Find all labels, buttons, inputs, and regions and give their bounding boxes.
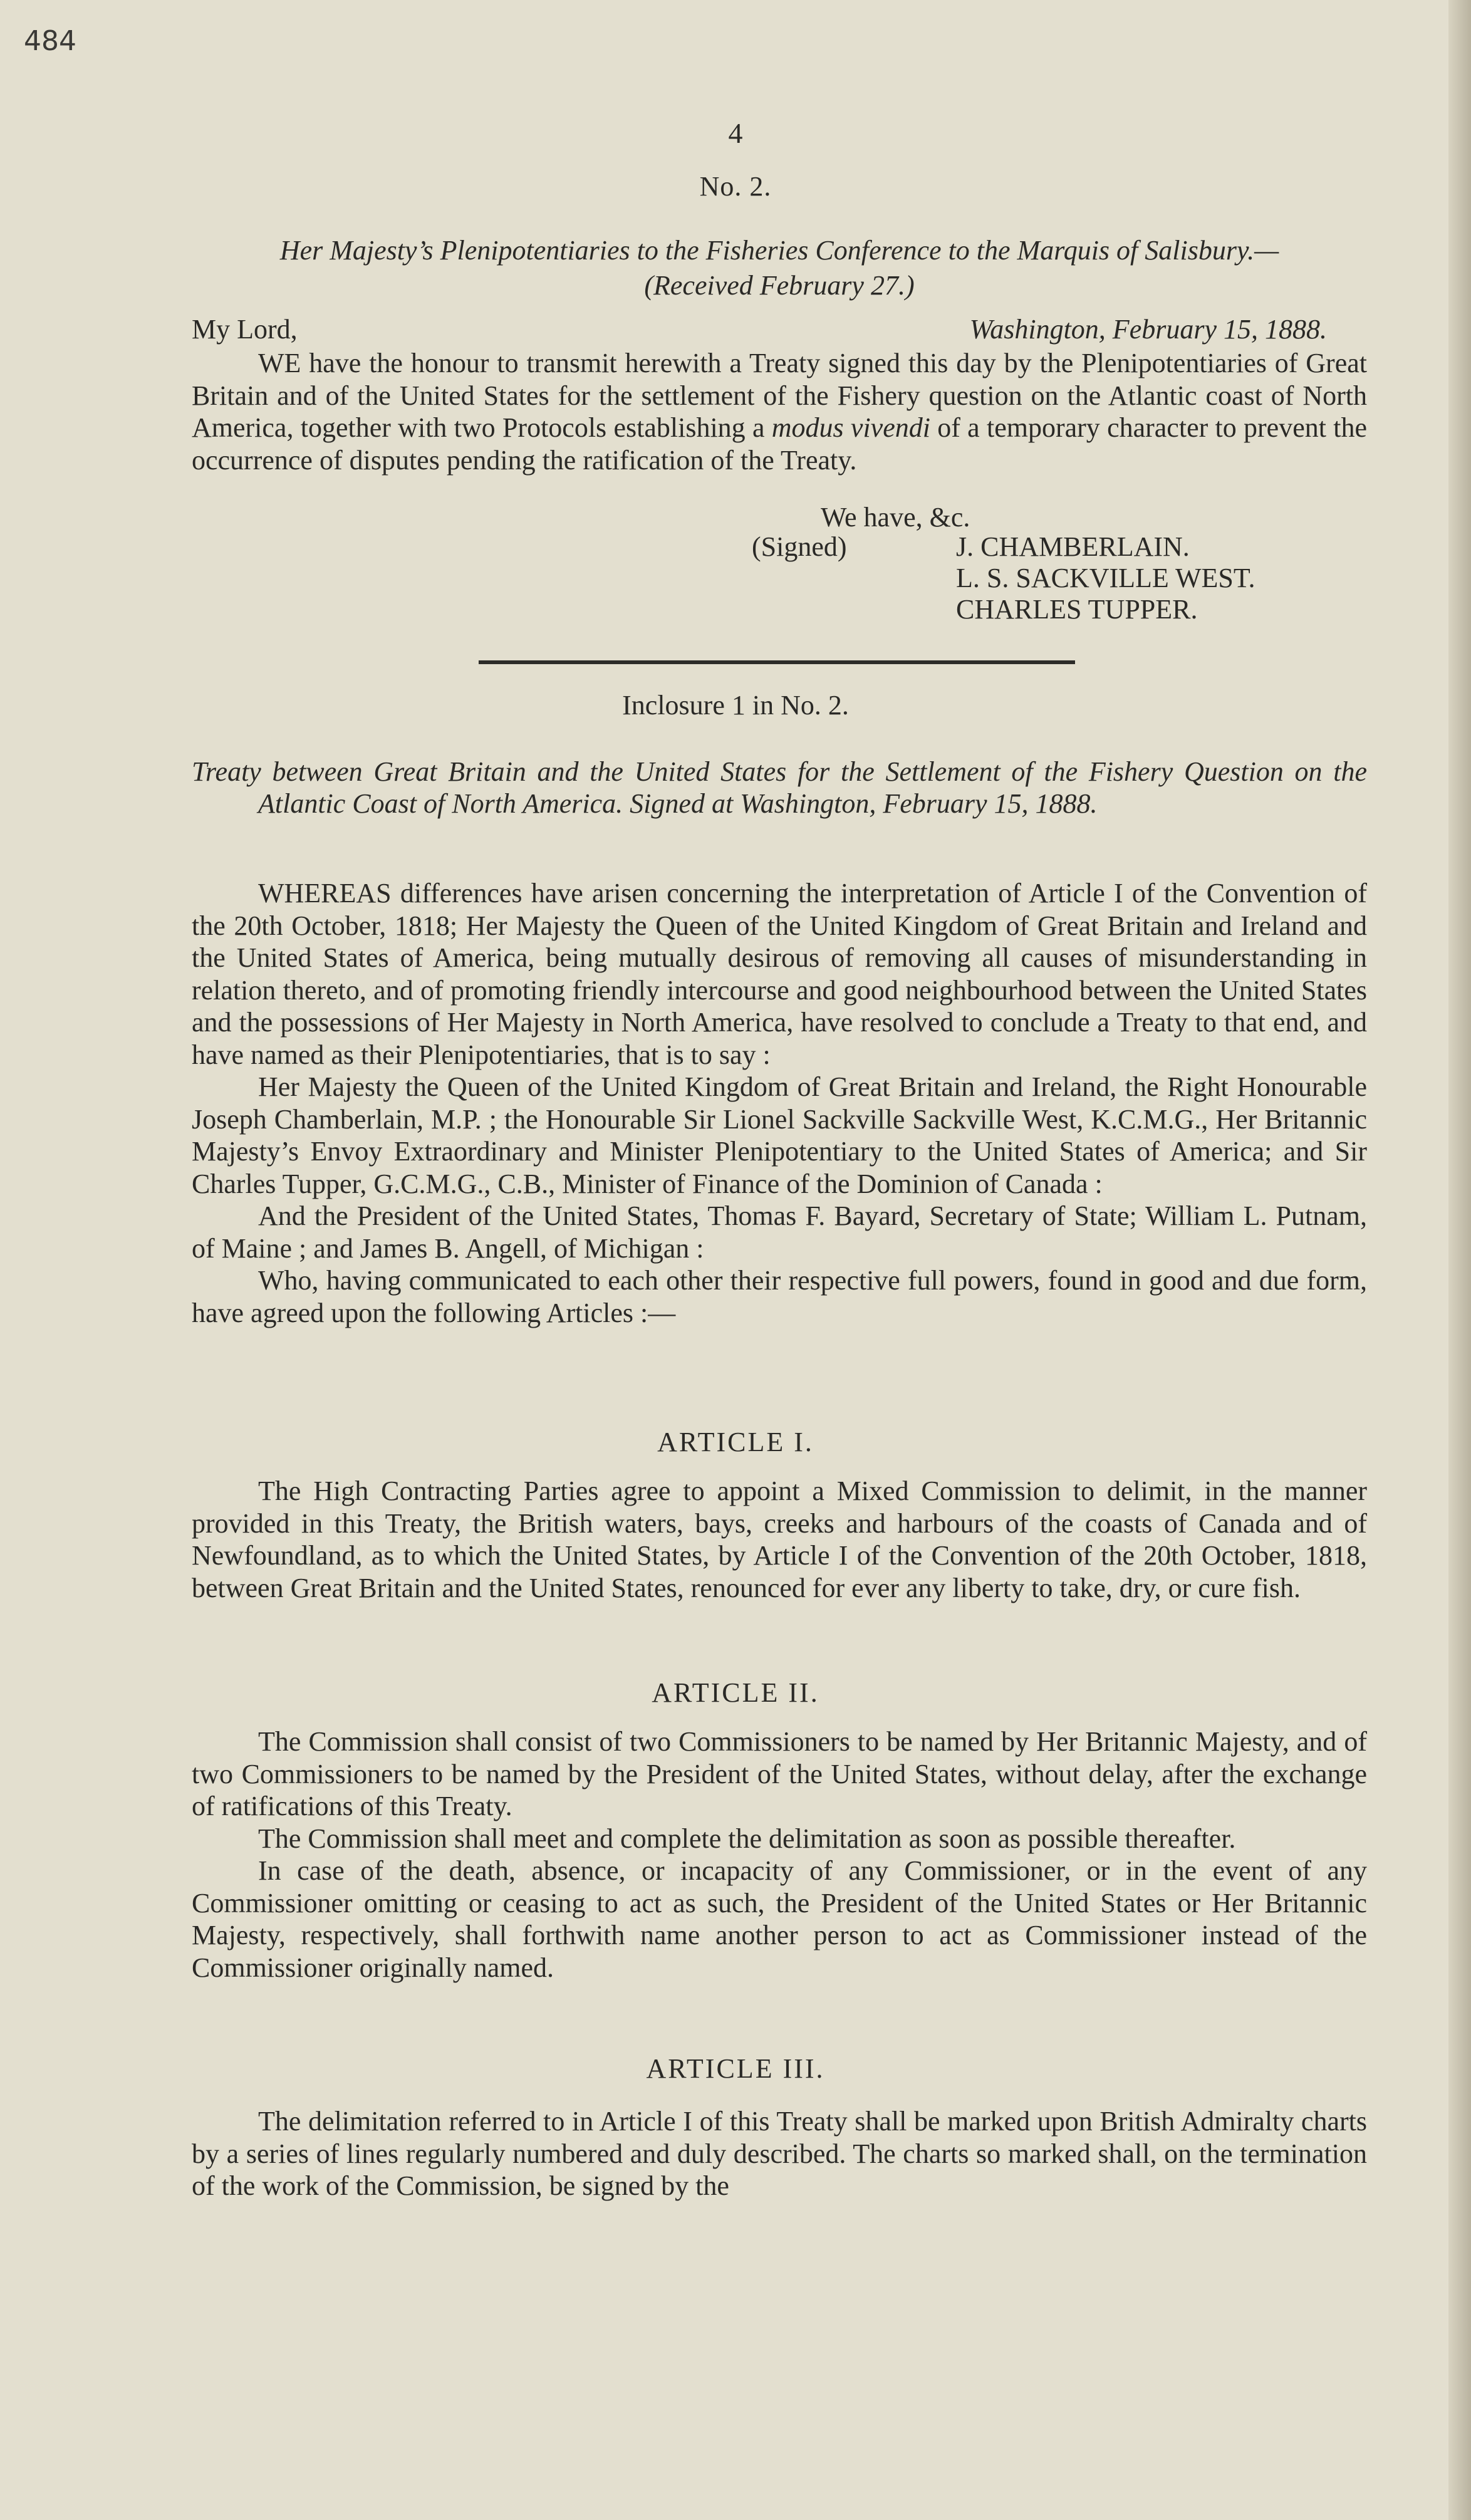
article-3-paragraph: The delimitation referred to in Article I of this Treaty shall be marked upon British Admiralty charts by a series of lines regularly numbered and duly described. The charts so marked shall, on the termination of the work of the Commission, be signed by the [192, 2106, 1367, 2201]
treaty-title: Treaty between Great Britain and the United States for the Settlement of the Fishery Question on the Atlantic Coast of North America. Signed at Washington, February 15, 1888. [192, 756, 1367, 819]
heading-line-1: Her Majesty’s Plenipotentiaries to the Fisheries Conference to the Marquis of Salisbury.— [279, 235, 1279, 266]
folio-number: 4 [728, 117, 743, 149]
letter-heading [192, 233, 1367, 303]
signatory-chamberlain: J. CHAMBERLAIN. [956, 531, 1190, 562]
article-2-paragraph: In case of the death, absence, or incapacity of any Commissioner, or in the event of any Commissioner omitting or ceasing to act as such, the President of the United States or Her Britannic Majesty, respectively, shall forthwith name another person to act as Commissioner instead of the Commissioner originally named. [192, 1855, 1367, 1983]
inclosure-label: Inclosure 1 in No. 2. [622, 690, 849, 721]
signatory-tupper: CHARLES TUPPER. [956, 594, 1198, 625]
letter-body: WE have the honour to transmit herewith a Treaty signed this day by the Plenipotentiaries of Great Britain and of the United States for the settlement of the Fishery question on the Atlantic coast of North America, together with two Protocols establishing a modus vivendi of a temporary character to prevent the occurrence of disputes pending the ratification of the Treaty. [192, 348, 1367, 476]
signatory-list [956, 531, 1255, 625]
page-number: 484 [24, 25, 76, 57]
article-1-title: ARTICLE I. [657, 1427, 814, 1457]
article-1-paragraph: The High Contracting Parties agree to appoint a Mixed Commission to delimit, in the manner provided in this Treaty, the British waters, bays, creeks and harbours of the coasts of Canada and of Newfoundland, as to which the United States, by Article I of the Convention of the 20th October, 1818, between Great Britain and the United States, renounced for ever any liberty to take, dry, or cure fish. [192, 1476, 1367, 1603]
signatory-west: L. S. SACKVILLE WEST. [956, 563, 1255, 593]
document-number: No. 2. [699, 171, 772, 202]
section-divider [479, 660, 1075, 664]
article-2-paragraph: The Commission shall meet and complete the delimitation as soon as possible thereafter. [258, 1823, 1236, 1854]
signed-label: (Signed) [752, 531, 847, 562]
preamble-paragraph: Her Majesty the Queen of the United Kingdom of Great Britain and Ireland, the Right Honourable Joseph Chamberlain, M.P. ; the Honourable Sir Lionel Sackville Sackville West, K.C.M.G., Her Britannic Majesty’s Envoy Extraordinary and Minister Plenipotentiary to the United States of America; and Sir Charles Tupper, G.C.M.G., C.B., Minister of Finance of the Dominion of Canada : [192, 1071, 1367, 1199]
salutation: My Lord, [192, 314, 298, 345]
preamble-paragraph: Who, having communicated to each other their respective full powers, found in good and due form, have agreed upon the following Articles :— [192, 1265, 1367, 1328]
article-2-paragraph: The Commission shall consist of two Commissioners to be named by Her Britannic Majesty, and of two Commissioners to be named by the President of the United States, without delay, after the exchange of ratifications of this Treaty. [192, 1726, 1367, 1821]
preamble-paragraph: WHEREAS differences have arisen concerning the interpretation of Article I of the Convention of the 20th October, 1818; Her Majesty the Queen of the United Kingdom of Great Britain and Ireland and the United States of America, being mutually desirous of removing all causes of misunderstanding in relation thereto, and of promoting friendly intercourse and good neighbourhood between the United States and the possessions of Her Majesty in North America, have resolved to conclude a Treaty to that end, and have named as their Plenipotentiaries, that is to say : [192, 878, 1367, 1070]
article-1-body [192, 1475, 1367, 1604]
treaty-preamble [192, 877, 1367, 1329]
dateline: Washington, February 15, 1888. [969, 314, 1327, 345]
article-2-title: ARTICLE II. [652, 1677, 819, 1708]
closing: We have, &c. [821, 502, 970, 533]
salutation-row [192, 313, 1367, 346]
signature-block [749, 531, 1255, 625]
heading-line-2: (Received February 27.) [644, 270, 915, 301]
article-3-title: ARTICLE III. [646, 2053, 825, 2084]
article-3-body [192, 2105, 1367, 2202]
preamble-paragraph: And the President of the United States, Thomas F. Bayard, Secretary of State; William L. Putnam, of Maine ; and James B. Angell, of Michigan : [192, 1200, 1367, 1264]
scan-edge [1448, 0, 1471, 2520]
article-2-body [192, 1726, 1367, 1984]
